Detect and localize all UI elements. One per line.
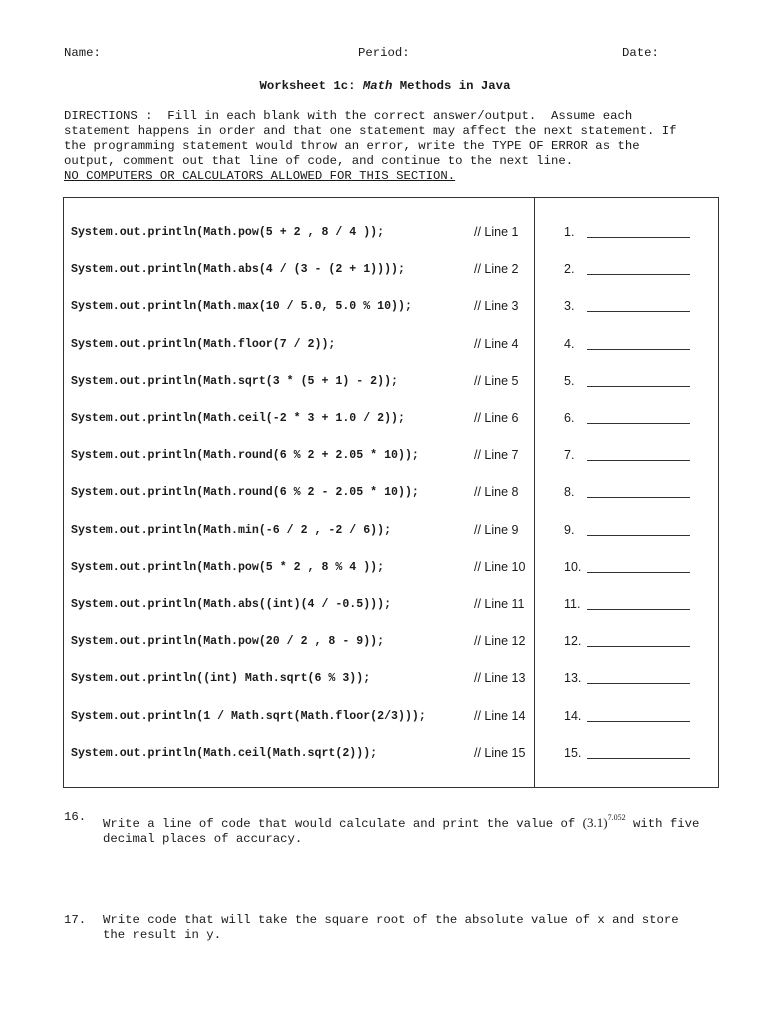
question-17-number: 17. bbox=[64, 913, 87, 927]
line-comment: // Line 15 bbox=[474, 745, 526, 760]
line-comment: // Line 5 bbox=[474, 373, 519, 388]
answer-number: 5. bbox=[564, 373, 575, 388]
answer-number: 6. bbox=[564, 411, 575, 425]
question-16-number: 16. bbox=[64, 810, 87, 824]
line-comment: // Line 3 bbox=[474, 299, 519, 314]
statement-row bbox=[0, 524, 770, 544]
statement-code: System.out.println(Math.max(10 / 5.0, 5.0 % 10)); bbox=[71, 300, 412, 314]
line-comment: // Line 9 bbox=[474, 522, 519, 537]
statement-row bbox=[0, 747, 770, 767]
statement-row bbox=[0, 672, 770, 692]
statement-code: System.out.println(Math.abs(4 / (3 - (2 + 1)))); bbox=[71, 263, 405, 277]
statement-row bbox=[0, 263, 770, 283]
answer-number: 3. bbox=[564, 299, 575, 314]
line-comment: // Line 8 bbox=[474, 485, 519, 500]
power-expression bbox=[583, 815, 626, 830]
answer-blank[interactable] bbox=[587, 683, 690, 684]
statement-row bbox=[0, 338, 770, 358]
answer-blank[interactable] bbox=[587, 237, 690, 238]
statement-row bbox=[0, 486, 770, 506]
statement-code: System.out.println(1 / Math.sqrt(Math.floor(2/3))); bbox=[71, 709, 426, 723]
statement-row bbox=[0, 300, 770, 320]
answer-number: 2. bbox=[564, 262, 575, 277]
answer-blank[interactable] bbox=[587, 721, 690, 722]
question-16-text-after: with five decimal places of accuracy. bbox=[103, 817, 700, 846]
statement-code: System.out.println(Math.pow(5 + 2 , 8 / 4 )); bbox=[71, 226, 385, 239]
line-comment: // Line 2 bbox=[474, 262, 519, 277]
answer-number: 9. bbox=[564, 522, 575, 537]
question-16 bbox=[64, 810, 724, 846]
line-comment: // Line 4 bbox=[474, 336, 519, 351]
answer-number: 12. bbox=[564, 634, 582, 649]
answer-blank[interactable] bbox=[587, 311, 690, 312]
line-comment: // Line 10 bbox=[474, 559, 526, 574]
statement-code: System.out.println(Math.sqrt(3 * (5 + 1) - 2)); bbox=[71, 374, 398, 388]
answer-blank[interactable] bbox=[587, 497, 690, 498]
answer-blank[interactable] bbox=[587, 423, 690, 424]
directions-block bbox=[64, 109, 724, 184]
statement-code: System.out.println(Math.pow(5 * 2 , 8 % 4 )); bbox=[71, 560, 385, 574]
title-prefix: Worksheet 1c: bbox=[259, 79, 363, 93]
question-16-text bbox=[103, 810, 703, 847]
answer-number: 10. bbox=[564, 559, 582, 574]
directions-text: DIRECTIONS : Fill in each blank with the correct answer/output. Assume each statement happens in order and that one statement may affect the next statement. If the programming statement would throw an error, write the TYPE OF ERROR as the output, comment out that line of code, and continue to the next line. bbox=[64, 109, 677, 168]
answer-blank[interactable] bbox=[587, 274, 690, 275]
statement-code: System.out.println(Math.round(6 % 2 + 2.05 * 10)); bbox=[71, 449, 419, 463]
answer-blank[interactable] bbox=[587, 646, 690, 647]
answer-number: 1. bbox=[564, 225, 575, 239]
statement-row bbox=[0, 375, 770, 395]
answer-number: 14. bbox=[564, 708, 582, 723]
statement-code: System.out.println(Math.ceil(-2 * 3 + 1.0 / 2)); bbox=[71, 412, 405, 425]
title-suffix: Methods in Java bbox=[392, 79, 511, 93]
statement-row bbox=[0, 412, 770, 432]
statement-row bbox=[0, 449, 770, 469]
answer-blank[interactable] bbox=[587, 758, 690, 759]
answer-blank[interactable] bbox=[587, 386, 690, 387]
question-17-text: Write code that will take the square root of the absolute value of x and store the result in y. bbox=[103, 913, 679, 942]
statement-code: System.out.println((int) Math.sqrt(6 % 3)); bbox=[71, 672, 371, 686]
statement-code: System.out.println(Math.min(-6 / 2 , -2 / 6)); bbox=[71, 523, 392, 537]
no-computers-warning: NO COMPUTERS OR CALCULATORS ALLOWED FOR THIS SECTION. bbox=[64, 169, 456, 183]
statement-row bbox=[0, 598, 770, 618]
worksheet-title bbox=[0, 79, 770, 93]
answer-number: 7. bbox=[564, 448, 575, 463]
statement-code: System.out.println(Math.abs((int)(4 / -0.5))); bbox=[71, 598, 392, 611]
period-label: Period: bbox=[358, 46, 410, 60]
question-17 bbox=[64, 913, 724, 945]
statement-code: System.out.println(Math.pow(20 / 2 , 8 - 9)); bbox=[71, 635, 385, 649]
answer-blank[interactable] bbox=[587, 572, 690, 573]
name-label: Name: bbox=[64, 46, 101, 60]
line-comment: // Line 11 bbox=[474, 597, 525, 611]
statement-code: System.out.println(Math.ceil(Math.sqrt(2))); bbox=[71, 746, 378, 760]
statement-code: System.out.println(Math.round(6 % 2 - 2.05 * 10)); bbox=[71, 486, 419, 500]
statement-row bbox=[0, 635, 770, 655]
line-comment: // Line 12 bbox=[474, 634, 526, 649]
answer-blank[interactable] bbox=[587, 609, 690, 610]
statement-row bbox=[0, 226, 770, 246]
answer-number: 13. bbox=[564, 671, 582, 686]
line-comment: // Line 6 bbox=[474, 411, 519, 425]
title-emphasis: Math bbox=[362, 79, 393, 93]
date-label: Date: bbox=[622, 46, 659, 60]
line-comment: // Line 14 bbox=[474, 708, 526, 723]
answer-blank[interactable] bbox=[587, 349, 690, 350]
answer-number: 8. bbox=[564, 485, 575, 500]
statement-code: System.out.println(Math.floor(7 / 2)); bbox=[71, 337, 336, 351]
answer-blank[interactable] bbox=[587, 535, 690, 536]
statement-row bbox=[0, 561, 770, 581]
line-comment: // Line 7 bbox=[474, 448, 519, 463]
answer-number: 15. bbox=[564, 745, 582, 760]
line-comment: // Line 13 bbox=[474, 671, 526, 686]
line-comment: // Line 1 bbox=[474, 225, 519, 239]
power-exponent: 7.052 bbox=[607, 813, 626, 822]
question-16-text-before: Write a line of code that would calculate and print the value of bbox=[103, 817, 583, 831]
answer-number: 4. bbox=[564, 336, 575, 351]
statement-row bbox=[0, 710, 770, 730]
answer-number: 11. bbox=[564, 597, 581, 611]
answer-blank[interactable] bbox=[587, 460, 690, 461]
power-base: (3.1) bbox=[582, 815, 608, 830]
